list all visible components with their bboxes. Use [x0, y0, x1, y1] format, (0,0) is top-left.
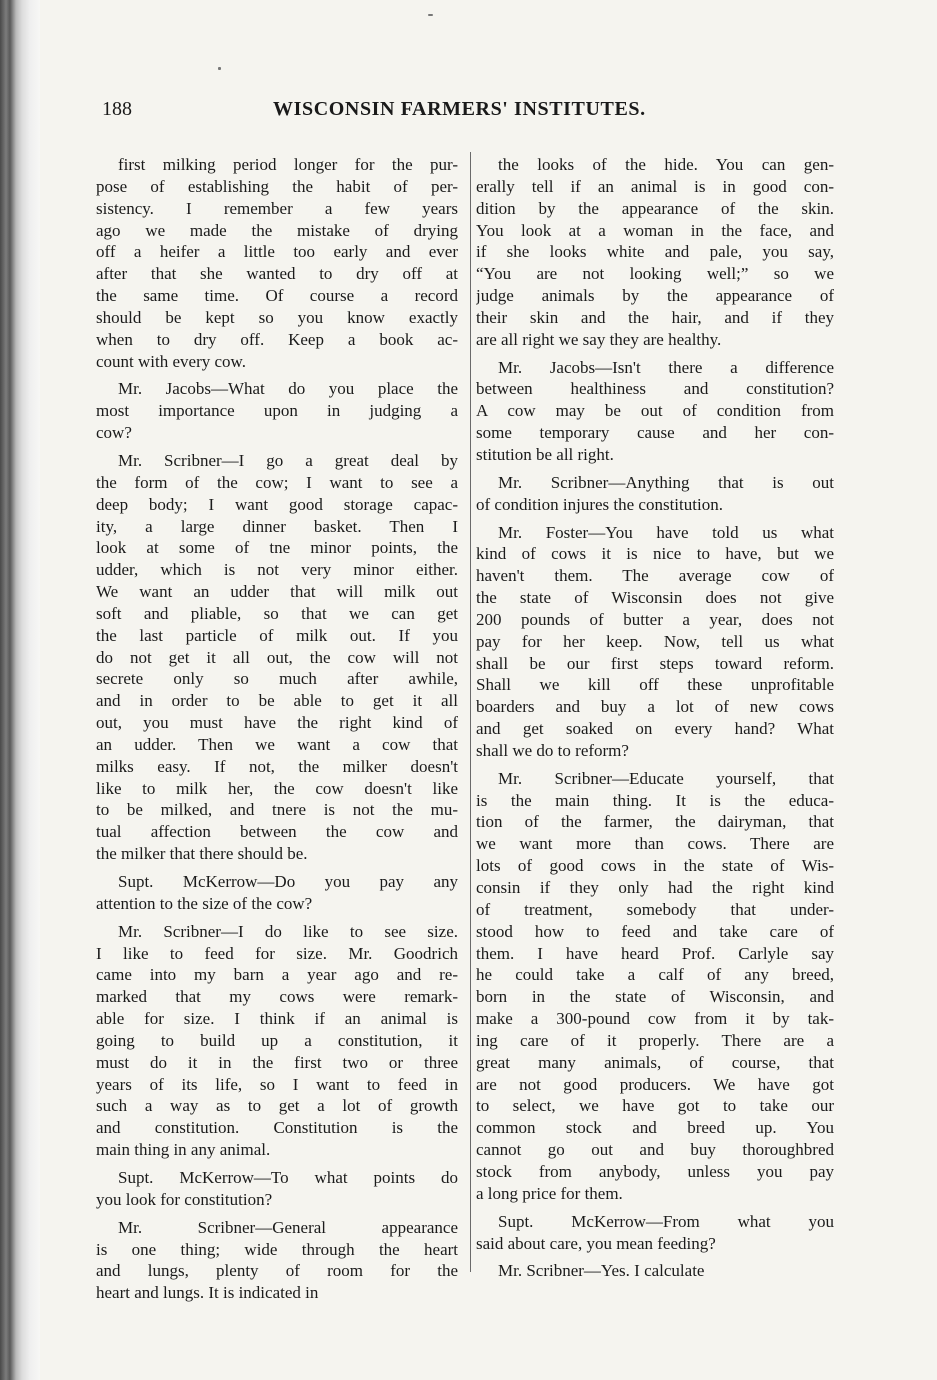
print-speck — [218, 67, 221, 70]
text-line: ing care of it properly. There are a — [476, 1030, 834, 1050]
text-line: We want an udder that will milk out — [96, 582, 458, 602]
text-line: ago we made the mistake of drying — [96, 220, 458, 240]
paragraph — [476, 1211, 834, 1255]
page-number: 188 — [102, 98, 132, 120]
text-line: haven't them. The average cow of — [476, 566, 834, 586]
text-line: to select, we have got to take our — [476, 1096, 834, 1116]
text-line: soft and pliable, so that we can get — [96, 603, 458, 623]
text-line: stock from anybody, unless you pay — [476, 1161, 834, 1181]
right-column — [476, 154, 834, 1288]
text-line: a long price for them. — [476, 1183, 623, 1203]
paragraph — [96, 450, 458, 865]
text-line: them. I have heard Prof. Carlyle say — [476, 943, 834, 963]
text-line: Supt. McKerrow—Do you pay any — [118, 872, 458, 891]
paragraph — [96, 154, 458, 372]
text-line: Mr. Scribner—Anything that is out — [498, 472, 834, 492]
text-line: the same time. Of course a record — [96, 286, 458, 306]
text-line: we want more than cows. There are — [476, 834, 834, 854]
text-line: pose of establishing the habit of per- — [96, 176, 458, 196]
text-line: if she looks white and pale, you say, — [476, 242, 834, 262]
text-line: kind of cows it is nice to have, but we — [476, 544, 834, 564]
text-line: deep body; I want good storage capac- — [96, 494, 458, 514]
text-line: and get soaked on every hand? What — [476, 719, 834, 739]
text-line: are not good producers. We have got — [476, 1074, 834, 1094]
text-line: dition by the appearance of the skin. — [476, 198, 834, 218]
text-line: must do it in the first two or three — [96, 1052, 458, 1072]
text-line: pay for her keep. Now, tell us what — [476, 631, 834, 651]
text-line: like to milk her, the cow doesn't like — [96, 778, 458, 798]
text-line: boarders and buy a lot of new cows — [476, 697, 834, 717]
text-line: Supt. McKerrow—To what points do — [118, 1167, 458, 1187]
text-line: the milker that there should be. — [96, 844, 308, 864]
text-line: came into my barn a year ago and re- — [96, 965, 458, 985]
text-line: Mr. Jacobs—What do you place the — [118, 379, 458, 399]
text-line: attention to the size of the cow? — [96, 893, 313, 913]
text-line: such a way as to get a lot of growth — [96, 1096, 458, 1116]
text-line: cow? — [96, 423, 132, 443]
text-line: judge animals by the appearance of — [476, 286, 834, 306]
text-line: udder, which is not very minor either. — [96, 560, 458, 580]
paragraph — [476, 1260, 834, 1282]
text-line: I like to feed for size. Mr. Goodrich — [96, 943, 458, 963]
text-line: to be milked, and tnere is not the mu- — [96, 800, 458, 820]
text-line: the state of Wisconsin does not give — [476, 588, 834, 608]
text-line: and lungs, plenty of room for the — [96, 1261, 458, 1281]
text-line: first milking period longer for the pur- — [118, 155, 458, 174]
text-line: most importance upon in judging a — [96, 401, 458, 421]
text-line: lots of good cows in the state of Wis- — [476, 856, 834, 876]
text-line: and constitution. Constitution is the — [96, 1118, 458, 1138]
text-line: the last particle of milk out. If you — [96, 625, 458, 645]
text-line: Mr. Scribner—I go a great deal by — [118, 450, 458, 470]
text-line: of condition injures the constitution. — [476, 494, 723, 514]
text-line: stood how to feed and take care of — [476, 921, 834, 941]
text-line: is one thing; wide through the heart — [96, 1239, 458, 1259]
text-line: sistency. I remember a few years — [96, 198, 458, 218]
text-line: cannot go out and buy thoroughbred — [476, 1140, 834, 1160]
book-binding-edge — [0, 0, 40, 1380]
text-line: Mr. Scribner—I do like to see size. — [118, 921, 458, 941]
text-line: You look at a woman in the face, and — [476, 220, 834, 240]
print-speck — [428, 14, 433, 16]
text-line: A cow may be out of condition from — [476, 401, 834, 421]
text-line: of treatment, somebody that under- — [476, 899, 834, 919]
paragraph — [96, 921, 458, 1161]
text-line: the looks of the hide. You can gen- — [498, 155, 834, 174]
text-line: able for size. I think if an animal is — [96, 1009, 458, 1029]
paragraph — [476, 357, 834, 466]
paragraph — [96, 1217, 458, 1304]
left-column — [96, 154, 458, 1310]
paragraph — [96, 871, 458, 915]
text-line: Mr. Scribner—Yes. I calculate — [498, 1261, 705, 1281]
column-divider — [470, 152, 471, 1272]
text-line: erally tell if an animal is in good con- — [476, 176, 834, 196]
text-line: you look for constitution? — [96, 1189, 273, 1209]
text-line: are all right we say they are healthy. — [476, 329, 722, 349]
text-line: look at some of tne minor points, the — [96, 538, 458, 558]
paragraph — [96, 378, 458, 444]
text-line: an udder. Then we want a cow that — [96, 734, 458, 754]
text-line: out, you must have the right kind of — [96, 713, 458, 733]
paragraph — [476, 768, 834, 1205]
text-line: Supt. McKerrow—From what you — [498, 1211, 834, 1231]
text-line: shall we do to reform? — [476, 740, 629, 760]
text-line: he could take a calf of any breed, — [476, 965, 834, 985]
text-line: Mr. Foster—You have told us what — [498, 522, 834, 542]
text-line: secrete only so much after awhile, — [96, 669, 458, 689]
text-line: when to dry off. Keep a book ac- — [96, 329, 458, 349]
running-title: WISCONSIN FARMERS' INSTITUTES. — [273, 98, 646, 120]
text-line: their skin and the hair, and if they — [476, 307, 834, 327]
text-line: off a heifer a little too early and ever — [96, 242, 458, 262]
text-line: said about care, you mean feeding? — [476, 1233, 716, 1253]
text-line: count with every cow. — [96, 351, 246, 371]
text-line: consin if they only had the right kind — [476, 878, 834, 897]
paragraph — [476, 472, 834, 516]
text-line: should be kept so you know exactly — [96, 307, 458, 327]
text-line: some temporary cause and her con- — [476, 423, 834, 443]
text-line: years of its life, so I want to feed in — [96, 1074, 458, 1094]
text-line: is the main thing. It is the educa- — [476, 790, 834, 810]
text-line: the form of the cow; I want to see a — [96, 472, 458, 492]
text-line: stitution be all right. — [476, 444, 614, 464]
text-line: common stock and breed up. You — [476, 1118, 834, 1138]
text-line: main thing in any animal. — [96, 1140, 271, 1160]
paragraph — [476, 522, 834, 762]
text-line: great many animals, of course, that — [476, 1052, 834, 1072]
text-line: going to build up a constitution, it — [96, 1030, 458, 1050]
text-line: Mr. Jacobs—Isn't there a difference — [498, 357, 834, 377]
text-line: born in the state of Wisconsin, and — [476, 987, 834, 1007]
text-line: ity, a large dinner basket. Then I — [96, 516, 458, 536]
text-line: and in order to be able to get it all — [96, 691, 458, 711]
text-line: marked that my cows were remark- — [96, 987, 458, 1007]
text-line: Mr. Scribner—Educate yourself, that — [498, 768, 834, 788]
text-line: tual affection between the cow and — [96, 822, 458, 842]
text-line: between healthiness and constitution? — [476, 379, 834, 399]
text-line: Mr. Scribner—General appearance — [118, 1217, 458, 1237]
text-line: after that she wanted to dry off at — [96, 264, 458, 284]
text-line: heart and lungs. It is indicated in — [96, 1283, 319, 1303]
text-line: milks easy. If not, the milker doesn't — [96, 756, 458, 776]
text-line: do not get it all out, the cow will not — [96, 647, 458, 667]
text-line: tion of the farmer, the dairyman, that — [476, 812, 834, 832]
text-line: “You are not looking well;” so we — [476, 264, 834, 284]
text-line: 200 pounds of butter a year, does not — [476, 609, 834, 629]
text-line: shall be our first steps toward reform. — [476, 653, 834, 673]
paragraph — [96, 1167, 458, 1211]
text-line: make a 300-pound cow from it by tak- — [476, 1009, 834, 1029]
paragraph — [476, 154, 834, 351]
text-line: Shall we kill off these unprofitable — [476, 675, 834, 695]
